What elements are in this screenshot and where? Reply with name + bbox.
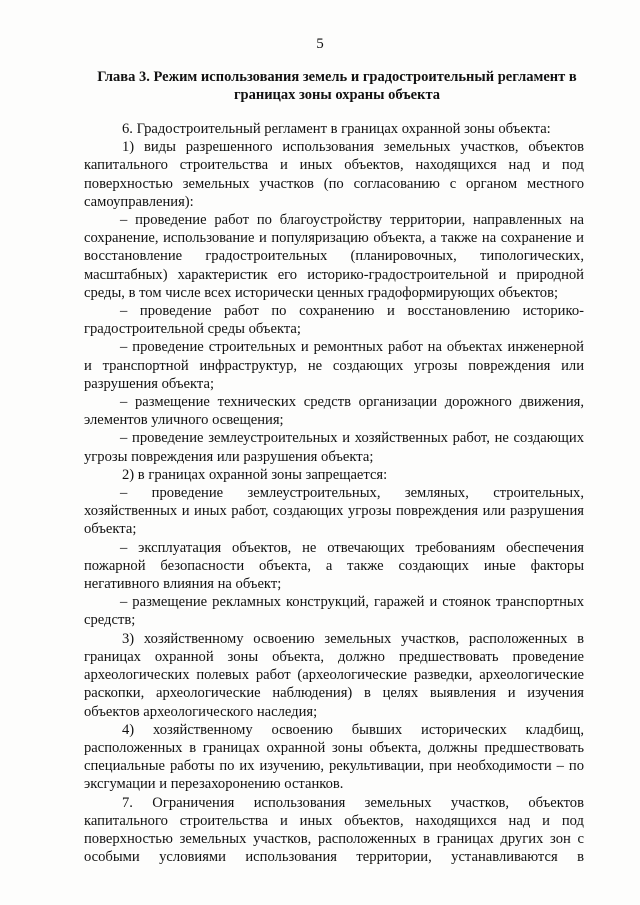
paragraph-archaeology: 3) хозяйственному освоению земельных участков, расположенных в границах охранной зоны объекта, должно предшествовать проведение археологических полевых работ (археологические разведки, археологические раскопки, археологические наблюдения) в целях выявления и изучения объектов археологического наследия; [84,630,584,720]
list-item-land-works: – проведение землеустроительных и хозяйственных работ, не создающих угрозы повреждения или разрушения объекта; [84,430,584,465]
list-item-traffic-means: – размещение технических средств организации дорожного движения, элементов уличного освещения; [84,394,584,429]
list-item-restoration: – проведение работ по сохранению и восстановлению историко-градостроительной среды объекта; [84,303,584,338]
paragraph-prohibited: 2) в границах охранной зоны запрещается: [122,466,388,483]
list-item-prohibited-exploitation: – эксплуатация объектов, не отвечающих требованиям обеспечения пожарной безопасности объекта, а также создающих иные факторы негативного влияния на объект; [84,539,584,593]
paragraph-7-restrictions: 7. Ограничения использования земельных участков, объектов капитального строительства и иных объектов, находящихся над и под поверхностью земельных участков, расположенных в границах других зон с особыми условиями использования территории, устанавливаются в [84,794,584,866]
paragraph-cemeteries: 4) хозяйственному освоению бывших исторических кладбищ, расположенных в границах охранной зоны объекта, должны предшествовать специальные работы по их изучению, рекультивации, при необходимости – по эксгумации и перезахоронению останков. [84,721,584,793]
list-item-prohibited-works: – проведение землеустроительных, земляных, строительных, хозяйственных и иных работ, создающих угрозы повреждения или разрушения объекта; [84,485,584,538]
list-item-construction: – проведение строительных и ремонтных работ на объектах инженерной и транспортной инфраструктур, не создающих угрозы повреждения или разрушения объекта; [84,339,584,392]
paragraph-6-intro: 6. Градостроительный регламент в границах охранной зоны объекта: [122,121,551,137]
list-item-landscaping: – проведение работ по благоустройству территории, направленных на сохранение, использование и популяризацию объекта, а также на сохранение и восстановление градостроительных (планировочных, типологических, масштабных) характеристик его историко-градостроительной и природной среды, в том числе всех исторически ценных градоформирующих объектов; [84,212,584,301]
body-text [84,120,584,866]
chapter-heading: Глава 3. Режим использования земель и градостроительный регламент в границах зоны охраны объекта [97,69,577,103]
page-number: 5 [316,36,324,52]
list-item-prohibited-advertising: – размещение рекламных конструкций, гаражей и стоянок транспортных средств; [84,594,584,629]
paragraph-permitted-uses: 1) виды разрешенного использования земельных участков, объектов капитального строительства и иных объектов, находящихся над и под поверхностью земельных участков (по согласованию с органом местного самоуправления): [84,139,584,210]
